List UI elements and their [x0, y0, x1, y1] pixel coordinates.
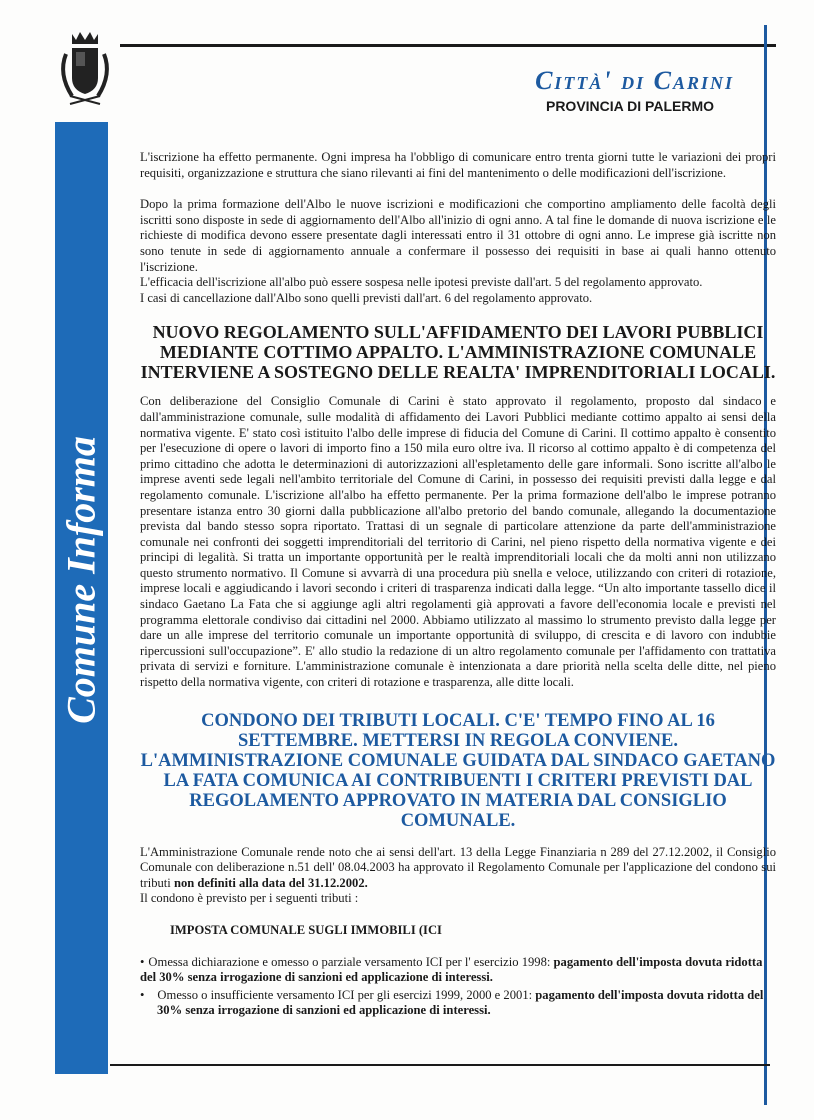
item-text: Omessa dichiarazione e omesso o parziale versamento ICI per l' esercizio 1998:: [148, 954, 554, 969]
bullet-list: [140, 955, 776, 1019]
bullet-icon: •: [140, 987, 145, 1002]
paragraph: L'iscrizione ha effetto permanente. Ogni impresa ha l'obbligo di comunicare entro trenta giorni tutte le variazioni dei propri requisiti, organizzazione e struttura che siano rilevanti ai fini del mantenimento o delle modificazioni dell'iscrizione.: [140, 150, 776, 180]
bullet-icon: •: [140, 954, 145, 969]
item-text: Omesso o insufficiente versamento ICI per gli esercizi 1999, 2000 e 2001:: [157, 987, 536, 1002]
paragraph: Con deliberazione del Consiglio Comunale di Carini è stato approvato il regolamento, proposto dal sindaco e dall'amministrazione comunale, sulle modalità di affidamento dei Lavori Pubblici mediante cottimo appalto ai sensi della normativa vigente. E' stato così istituito l'albo delle imprese di fiducia del Comune di Carini. Il cottimo appalto è consentito per l'esecuzione di opere o lavori di importo fino a 150 mila euro oltre iva. Il ricorso al cottimo appalto è di competenza del primo cittadino che adotta le determinazioni di autorizzazioni all'espletamento delle gare informali. Sono iscritte all'albo le imprese aventi sede legali nell'ambito territoriale del Comune di Carini, in possesso dei requisiti previsti dalla legge e dal regolamento comunale. L'iscrizione all'albo ha effetto permanente. Per la prima formazione dell'albo le imprese potranno presentare istanza entro 30 giorni dalla pubblicazione all'albo pretorio del bando comunale, allegando la documentazione prevista dal bando stesso sopra riportato. Trattasi di un segnale di particolare attenzione da parte dell'amministrazione comunale nei confronti dei soggetti imprenditoriali del territorio di Carini, nel pieno rispetto della normativa vigente e dei principi di legalità. Si tratta un importante opportunità per le realtà imprenditoriali locali che da molti anni non utilizzano questo strumento normativo. Il Comune si avvarrà di una procedura più snella e veloce, utilizzando con criteri di rotazione, imprese locali e aggiudicando i lavori secondo i criteri di trasparenza indicati dalla legge. “Un alto importante tassello dice il sindaco Gaetano La Fata che si aggiunge agli altri regolamenti già approvati a favore dell'economia locale e previsti nel programma elettorale condiviso dai cittadini nel 2000. Abbiamo utilizzato al massimo lo strumento previsto dalla legge per dare un alle imprese del territorio comunale un importante opportunità di sviluppo, di crescita e di lavoro con indubbie ripercussioni sull'occupazione”. E' allo studio la redazione di un altro regolamento comunale per l'affidamento con trattativa privata di servizi e forniture. L'amministrazione comunale è intenzionata a dare priorità nella scelta delle ditte, nel pieno rispetto della normativa vigente, con criteri di rotazione e trasparenza, alle ditte locali.: [140, 394, 776, 690]
city-title: Città' di Carini: [535, 66, 734, 95]
section-heading: NUOVO REGOLAMENTO SULL'AFFIDAMENTO DEI LAVORI PUBBLICI MEDIANTE COTTIMO APPALTO. L'AMMINISTRAZIONE COMUNALE INTERVIENE A SOSTEGNO DELLE REALTA' IMPRENDITORIALI LOCALI.: [140, 322, 776, 383]
sidebar-title: Comune Informa: [58, 436, 104, 724]
paragraph: I casi di cancellazione dall'Albo sono quelli previsti dall'art. 6 del regolamento approvato.: [140, 290, 593, 305]
item-bold-text: pagamento dell'imposta dovuta ridotta del 30% senza irrogazione di sanzioni ed applicazione di interessi.: [140, 954, 763, 985]
article-body: [140, 150, 776, 1021]
section-heading: CONDONO DEI TRIBUTI LOCALI. C'E' TEMPO FINO AL 16 SETTEMBRE. METTERSI IN REGOLA CONVIENE. L'AMMINISTRAZIONE COMUNALE GUIDATA DAL SINDACO GAETANO LA FATA COMUNICA AI CONTRIBUENTI I CRITERI PREVISTI DAL REGOLAMENTO APPROVATO IN MATERIA DAL CONSIGLIO COMUNALE.: [140, 710, 776, 831]
paragraph: [140, 845, 776, 892]
intro-text: L'Amministrazione Comunale rende noto che ai sensi dell'art. 13 della Legge Finanziaria n 289 del 27.12.2002, il Consiglio Comunale con deliberazione n.51 dell' 08.04.2003 ha approvato il Regolamento Comunale per l'applicazione del condono sui tributi: [140, 844, 776, 890]
paragraph: Dopo la prima formazione dell'Albo le nuove iscrizioni e modificazioni che comportino ampliamento delle facoltà degli iscritti sono disposte in sede di aggiornamento dell'Albo all'inizio di ogni anno. A tal fine le domande di nuova iscrizione e le richieste di modifica devono essere presentate dagli interessati entro il 31 ottobre di ogni anno. Le imprese già iscritte non sono tenute in sede di aggiornamento annuale a confermare il possesso dei requisiti in base ai quali hanno ottenuto l'iscrizione.: [140, 197, 776, 274]
intro-bold-text: non definiti alla data del 31.12.2002.: [173, 875, 368, 890]
item-bold-text: pagamento dell'imposta dovuta ridotta del 30% senza irrogazione di sanzioni ed applicazione di interessi.: [157, 987, 764, 1018]
paragraph: L'efficacia dell'iscrizione all'albo può essere sospesa nelle ipotesi previste dall'art. 5 del regolamento approvato.: [140, 275, 703, 290]
subheading: IMPOSTA COMUNALE SUGLI IMMOBILI (ICI: [170, 923, 442, 937]
paragraph: Il condono è previsto per i seguenti tributi :: [140, 891, 359, 906]
coat-of-arms-icon: [52, 30, 118, 110]
top-rule: [120, 44, 776, 47]
province-title: PROVINCIA DI PALERMO: [545, 98, 714, 114]
list-item: [140, 955, 776, 986]
bottom-rule: [110, 1064, 770, 1066]
list-item: [140, 988, 776, 1019]
